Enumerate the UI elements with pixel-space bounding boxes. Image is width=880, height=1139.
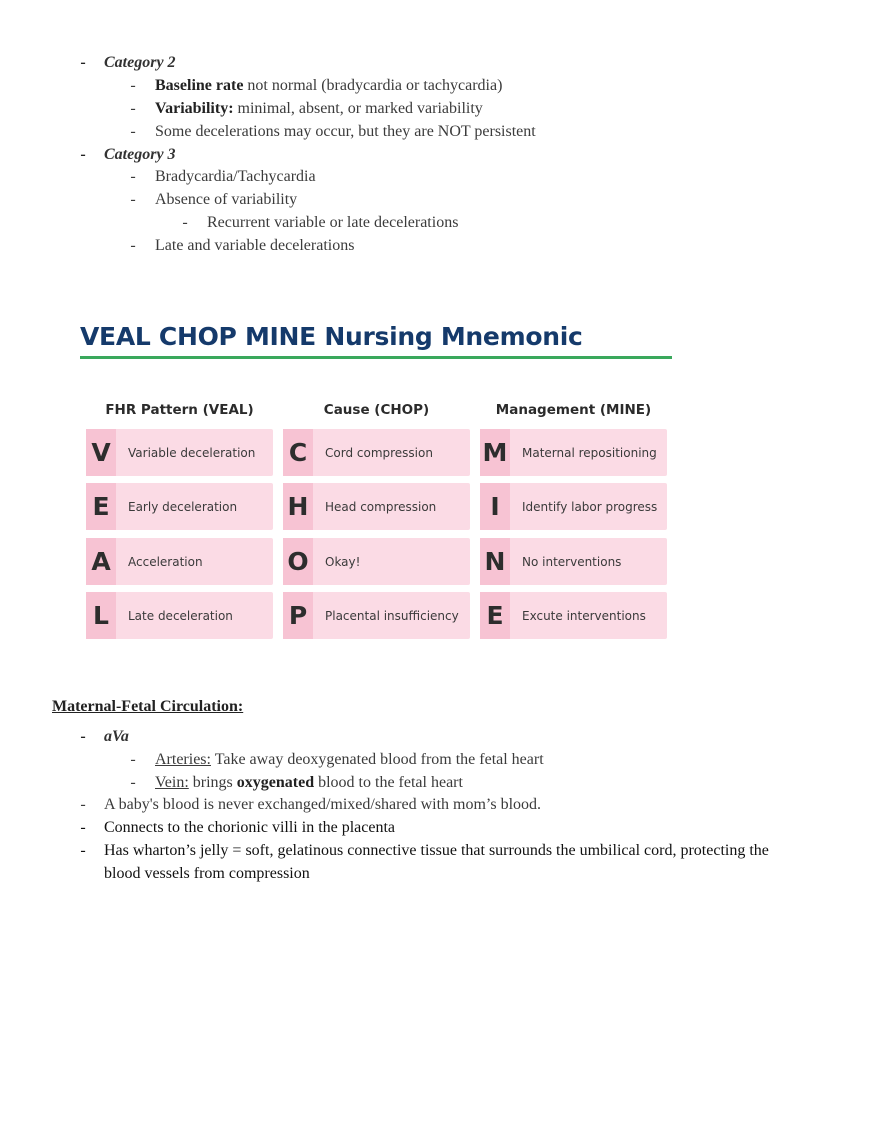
card-letter: A	[86, 538, 116, 585]
category-3-title: Category 3	[104, 146, 176, 163]
ava-title: aVa	[104, 728, 129, 745]
card-label: Late deceleration	[128, 608, 233, 623]
list-item-continuation: blood vessels from compression	[104, 865, 310, 882]
mnemonic-card	[283, 429, 470, 476]
card-label: Early deceleration	[128, 499, 238, 514]
vein-term: Vein:	[155, 774, 189, 791]
card-letter: C	[283, 429, 313, 476]
card-label: Acceleration	[128, 554, 203, 569]
card-letter: L	[86, 592, 116, 639]
bullet-dash: -	[80, 728, 86, 745]
card-label: Excute interventions	[522, 608, 646, 623]
mnemonic-card	[86, 592, 273, 639]
card-letter: I	[480, 483, 510, 530]
arteries-term: Arteries:	[155, 751, 211, 768]
mnemonic-card	[86, 483, 273, 530]
card-letter: E	[480, 592, 510, 639]
card-letter: P	[283, 592, 313, 639]
bullet-dash: -	[80, 54, 86, 71]
mnemonic-card	[480, 429, 667, 476]
card-label: Okay!	[325, 554, 361, 569]
mnemonic-card	[480, 483, 667, 530]
variability-term: Variability:	[155, 100, 234, 117]
mnemonic-card	[283, 483, 470, 530]
card-label: Cord compression	[325, 445, 433, 460]
chop-column-header: Cause (CHOP)	[323, 402, 430, 418]
card-letter: O	[283, 538, 313, 585]
mnemonic-card	[480, 592, 667, 639]
mnemonic-card	[86, 538, 273, 585]
card-letter: V	[86, 429, 116, 476]
title-underline	[80, 356, 672, 359]
card-letter: H	[283, 483, 313, 530]
card-letter: E	[86, 483, 116, 530]
bullet-dash: -	[80, 146, 86, 163]
mnemonic-card	[86, 429, 273, 476]
category-2-title: Category 2	[104, 54, 176, 71]
mine-column-header: Management (MINE)	[495, 402, 652, 418]
mnemonic-title: VEAL CHOP MINE Nursing Mnemonic	[80, 322, 583, 351]
card-letter: N	[480, 538, 510, 585]
mnemonic-card	[283, 592, 470, 639]
veal-column-header: FHR Pattern (VEAL)	[105, 402, 254, 418]
card-label: Maternal repositioning	[522, 445, 657, 460]
circulation-heading: Maternal-Fetal Circulation:	[52, 698, 244, 715]
mnemonic-card	[283, 538, 470, 585]
card-label: Identify labor progress	[522, 499, 658, 514]
card-label: Variable deceleration	[128, 445, 256, 460]
card-label: Placental insufficiency	[325, 608, 459, 623]
card-label: Head compression	[325, 499, 437, 514]
card-label: No interventions	[522, 554, 622, 569]
card-letter: M	[480, 429, 510, 476]
baseline-rate-term: Baseline rate	[155, 77, 244, 94]
mnemonic-card	[480, 538, 667, 585]
